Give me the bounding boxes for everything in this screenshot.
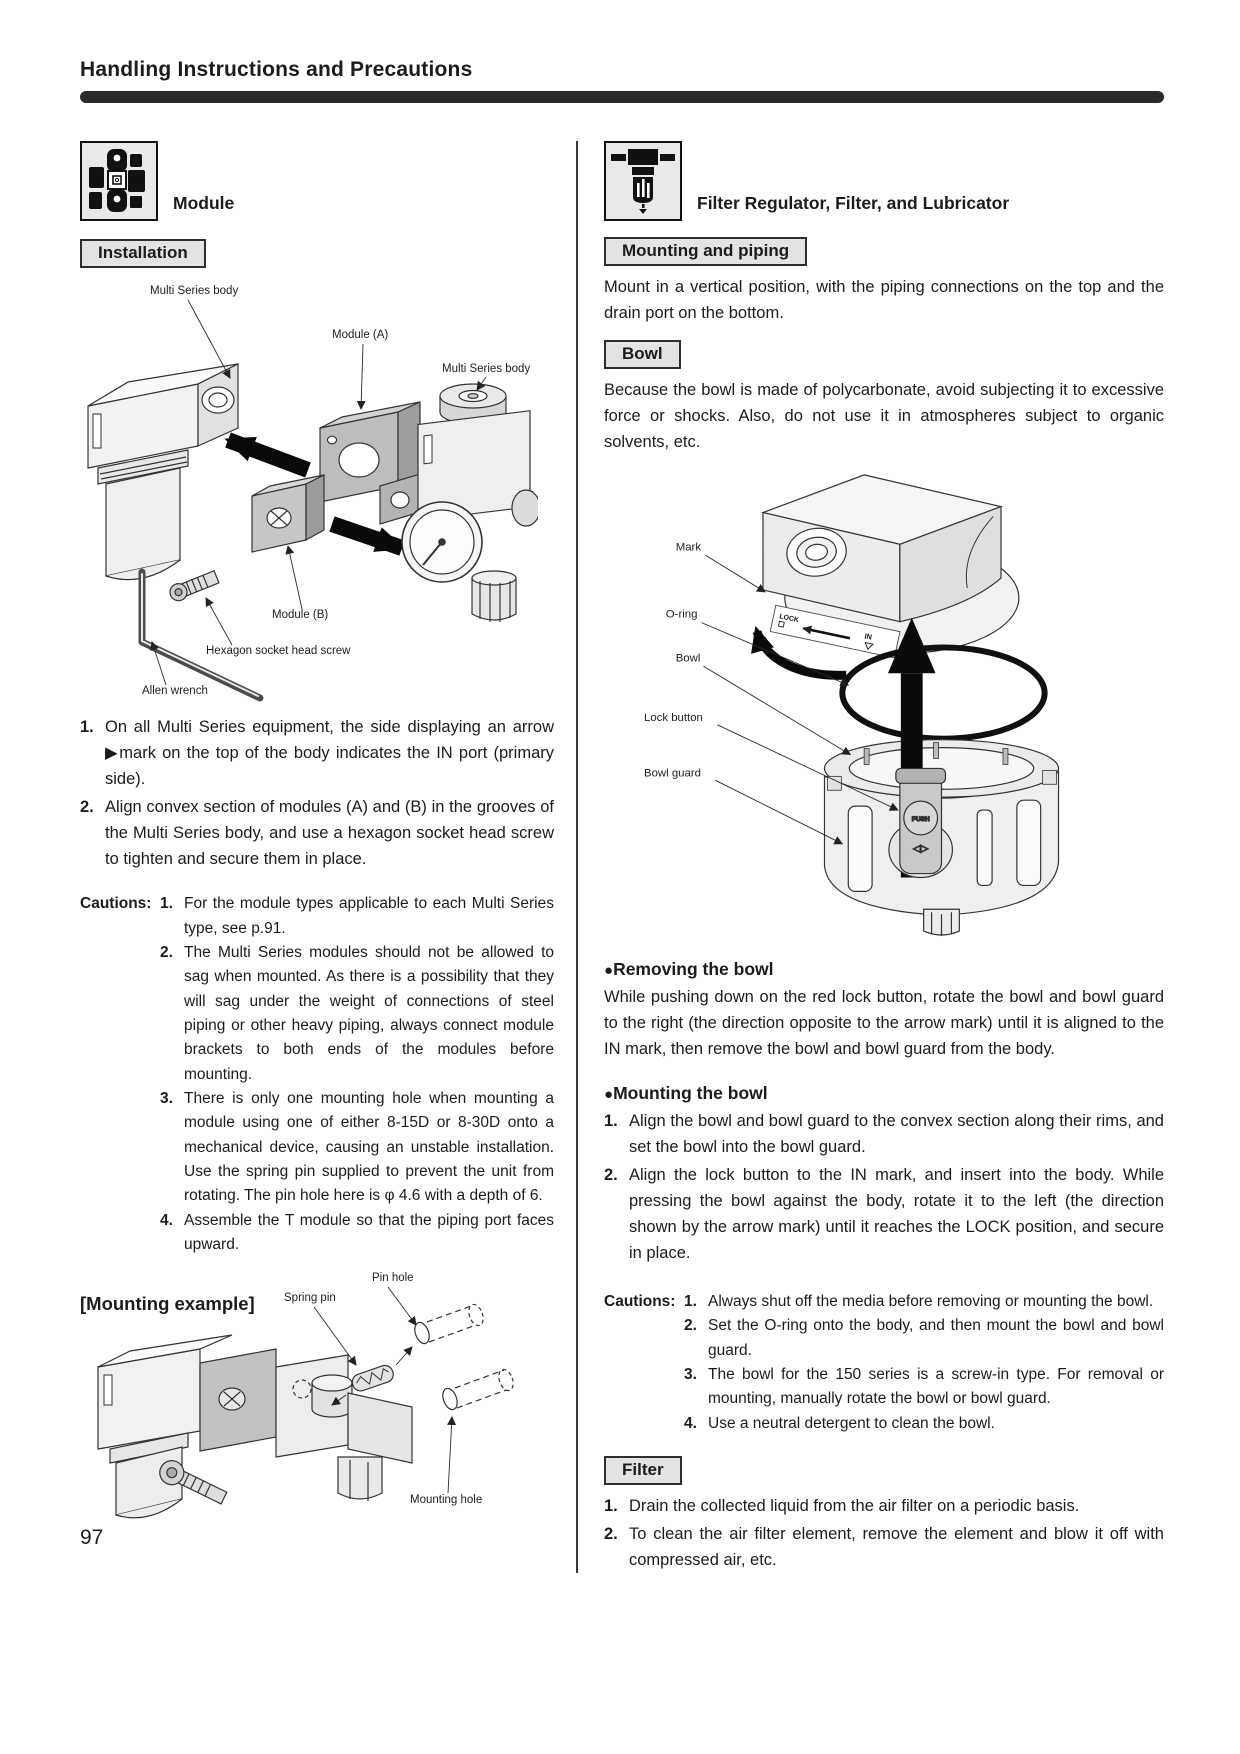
diagram1-label-module-a: Module (A) [332, 329, 389, 341]
module-cautions [80, 892, 554, 1257]
caution-row [80, 1209, 554, 1258]
diagram1-label-hex-screw: Hexagon socket head screw [206, 645, 351, 657]
diagram1-label-module-b: Module (B) [272, 609, 329, 621]
diagram3-label-bowl: Bowl [675, 652, 701, 665]
step-text: To clean the air filter element, remove the element and blow it off with compressed air, etc. [629, 1524, 1164, 1569]
installation-label: Installation [80, 239, 206, 268]
diagram3-label-o-ring: O-ring [665, 609, 698, 622]
caution-text: Assemble the T module so that the piping port faces upward. [184, 1211, 554, 1253]
filter-steps [604, 1493, 1164, 1573]
mounting-example-title: [Mounting example] [80, 1293, 255, 1315]
lock-button-arrows: ◁▷ [913, 844, 929, 856]
bowl-label: Bowl [604, 340, 681, 369]
step-number: 1. [80, 718, 94, 736]
filter-icon [604, 141, 682, 221]
caution-text: For the module types applicable to each Multi Series type, see p.91. [184, 895, 554, 937]
band-lock-text: LOCK [778, 613, 800, 625]
caution-number: 4. [684, 1414, 697, 1432]
page-title: Handling Instructions and Precautions [80, 58, 473, 81]
module-title: Module [173, 193, 235, 213]
step-text: Align the bowl and bowl guard to the convex section along their rims, and set the bowl into the bowl guard. [629, 1111, 1164, 1156]
right-column [576, 141, 1164, 1573]
filter-label: Filter [604, 1456, 682, 1485]
bowl-cautions [604, 1290, 1164, 1436]
installation-step-2 [80, 794, 554, 872]
step-text: On all Multi Series equipment, the side displaying an arrow ▶mark on the top of the body indicates the IN port (primary side). [105, 718, 554, 789]
step-text: Align convex section of modules (A) and (B) in the grooves of the Multi Series body, and use a hexagon socket head screw to tighten and secure them in place. [105, 798, 554, 869]
caution-number: 3. [684, 1365, 697, 1383]
band-in-text: IN [863, 631, 873, 643]
caution-text: The bowl for the 150 series is a screw-in type. For removal or mounting, manually rotate the bowl or bowl guard. [708, 1365, 1164, 1408]
step-number: 1. [604, 1496, 618, 1515]
mounting-bowl-steps [604, 1108, 1164, 1266]
caution-number: 2. [160, 944, 173, 962]
diagram2-label-spring-pin: Spring pin [284, 1292, 336, 1305]
mounting-step-1 [604, 1108, 1164, 1160]
title-rule [80, 91, 1164, 103]
bowl-diagram [604, 461, 1160, 939]
caution-text: The Multi Series modules should not be allowed to sag when mounted. As there is a possibility that they will sag under the weight of connections of steel piping or other heavy piping, always connect module brackets to both ends of the modules before mounting. [184, 944, 554, 1083]
caution-text: Always shut off the media before removing or mounting the bowl. [708, 1292, 1154, 1310]
left-column [80, 141, 554, 1573]
caution-row [604, 1363, 1164, 1412]
push-button-text: PUSH [911, 816, 930, 824]
filter-step-1 [604, 1493, 1164, 1519]
bowl-text: Because the bowl is made of polycarbonate, avoid subjecting it to excessive force or shocks. Also, do not use it in atmospheres subject to organic solvents, etc. [604, 381, 1164, 452]
mounting-bowl-heading [604, 1083, 1164, 1104]
caution-row [604, 1412, 1164, 1436]
diagram3-label-mark: Mark [675, 541, 702, 554]
diagram1-label-allen-wrench: Allen wrench [142, 685, 208, 697]
mounting-bowl-title: Mounting the bowl [613, 1082, 768, 1103]
caution-text: Set the O-ring onto the body, and then mount the bowl and bowl guard. [708, 1317, 1164, 1359]
installation-steps [80, 714, 554, 872]
module-icon-art [82, 143, 156, 219]
caution-number: 2. [684, 1317, 697, 1335]
caution-number: 4. [160, 1211, 173, 1229]
diagram3-label-bowl-guard: Bowl guard [643, 767, 701, 780]
caution-number: 1. [684, 1292, 697, 1310]
diagram2-label-mounting-hole: Mounting hole [410, 1494, 483, 1507]
installation-diagram [80, 278, 538, 706]
caution-number: 3. [160, 1090, 173, 1107]
caution-text: There is only one mounting hole when mounting a module using one of either 8-15D or 8-30D onto a mechanical device, causing an unstable installation. Use the spring pin supplied to prevent the unit from rotating. The pin hole here is φ 4.6 with a depth of 6. [184, 1090, 554, 1205]
module-heading-row [80, 141, 554, 221]
step-number: 2. [604, 1524, 618, 1543]
step-number: 2. [604, 1165, 618, 1184]
caution-row [80, 941, 554, 1087]
installation-step-1 [80, 714, 554, 792]
mounting-example-section [80, 1267, 554, 1525]
diagram1-label-multi-series-body-right: Multi Series body [442, 363, 531, 375]
removing-bowl-text: While pushing down on the red lock button, rotate the bowl and bowl guard to the right (the direction opposite to the arrow mark) until it is aligned to the IN mark, then remove the bowl and bowl guard from the body. [604, 988, 1164, 1059]
caution-row [604, 1314, 1164, 1363]
step-number: 1. [604, 1111, 618, 1130]
step-number: 2. [80, 798, 94, 817]
removing-bowl-title: Removing the bowl [613, 959, 774, 980]
diagram3-label-lock-button: Lock button [643, 712, 703, 725]
filter-regulator-title: Filter Regulator, Filter, and Lubricator [697, 193, 1010, 213]
filter-step-2 [604, 1521, 1164, 1573]
page-number: 97 [80, 1526, 104, 1549]
mounting-piping-text: Mount in a vertical position, with the piping connections on the top and the drain port on the bottom. [604, 278, 1164, 323]
bullet-icon: ● [604, 962, 614, 980]
bullet-icon: ● [604, 1085, 614, 1103]
mounting-step-2 [604, 1162, 1164, 1266]
cautions-label: Cautions: [80, 895, 152, 913]
diagram2-label-pin-hole: Pin hole [372, 1272, 414, 1285]
caution-number: 1. [160, 895, 173, 913]
step-text: Drain the collected liquid from the air filter on a periodic basis. [629, 1496, 1080, 1515]
filter-icon-art [606, 143, 680, 219]
caution-row [80, 892, 554, 941]
caution-row [80, 1087, 554, 1209]
filter-heading-row [604, 141, 1164, 221]
caution-row [604, 1290, 1164, 1314]
caution-text: Use a neutral detergent to clean the bowl. [708, 1414, 995, 1432]
removing-bowl-heading [604, 959, 1164, 980]
step-text: Align the lock button to the IN mark, and insert into the body. While pressing the bowl against the body, rotate it to the left (the direction shown by the arrow mark) until it reaches the LOCK position, and secure in place. [629, 1165, 1164, 1262]
diagram1-label-multi-series-body-left: Multi Series body [150, 285, 239, 297]
cautions-label: Cautions: [604, 1292, 676, 1310]
module-icon [80, 141, 158, 221]
mounting-piping-label: Mounting and piping [604, 237, 807, 266]
